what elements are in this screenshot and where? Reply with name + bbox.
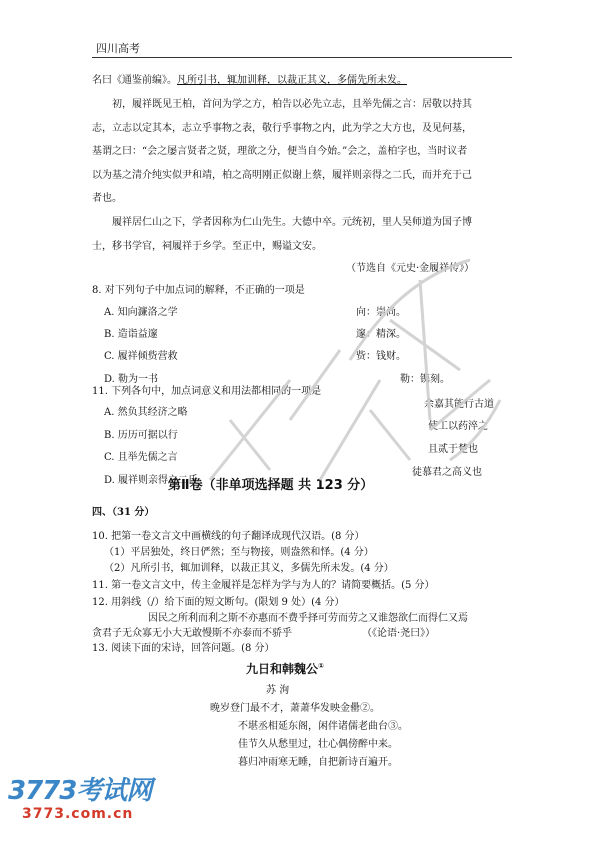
poem-title: 九日和韩魏公①: [246, 662, 324, 676]
question-13-stem: 13. 阅读下面的宋诗，回答问题。(8 分）: [92, 643, 275, 654]
passage-title-ref: 名曰《通鉴前编》。: [92, 75, 177, 86]
watermark-stamp: [170, 220, 510, 540]
header-divider: [92, 57, 512, 58]
underlined-sentence: 凡所引书，辄加训释，以裁正其义，多儒先所未发。: [177, 75, 407, 86]
passage-p2-line4: 以为基之清介纯实似尹和靖，柏之高明刚正似谢上蔡，履祥则亲得之二氏，而并充于己: [92, 170, 472, 181]
question-12-stem: 12. 用斜线（/）给下面的短文断句。(限划 9 处）(4 分）: [92, 597, 345, 608]
q8-option-a: A. 知向濂洛之学: [104, 307, 178, 318]
q11-option-b-compare: 使工以药淬之: [428, 421, 488, 432]
q11-option-c: C. 且举先儒之言: [104, 452, 178, 463]
question-12-text-line1: 因民之所利而利之斯不亦惠而不费乎择可劳而劳之又谁怨欲仁而得仁又焉: [148, 613, 468, 624]
passage-p2-line3: 基谓之曰：“会之屡言贤者之贤，理欲之分，便当自今始。”会之，盖柏字也，当时议者: [92, 146, 468, 157]
q8-option-d-gloss: 勒：镌刻。: [400, 374, 450, 385]
passage-p2-line2: 志，立志以定其本，志立乎事物之表，敬行乎事物之内，此为学之大方也，及见何基，: [92, 123, 472, 134]
q8-option-b: B. 造诣益邃: [104, 329, 158, 340]
passage-line-1: [92, 74, 407, 88]
q8-option-c-gloss: 赀：钱财。: [356, 351, 406, 362]
logo-main-text: 3773考试网: [8, 776, 152, 806]
poem-line-1: 晚岁登门最不才，萧萧华发映金罍②。: [210, 703, 380, 714]
q11-option-a: A. 然负其经济之略: [104, 407, 188, 418]
question-10-stem: 10. 把第一卷文言文中画横线的句子翻译成现代汉语。(8 分）: [92, 531, 365, 542]
passage-p3-line1: 履祥居仁山之下，学者因称为仁山先生。大德中卒。元统初，里人吴师道为国子博: [112, 217, 472, 228]
poem-author: 苏 洵: [266, 685, 290, 696]
q8-option-c: C. 履祥倾赀营救: [104, 351, 178, 362]
q11-option-d: D. 履祥则亲得之二氏: [104, 475, 199, 486]
question-12-text-line2: 贪君子无众寡无小大无敢慢斯不亦泰而不骄乎: [92, 628, 292, 639]
site-logo: [8, 770, 168, 830]
q8-option-d: D. 勒为一书: [104, 374, 159, 385]
question-11-stem: 11. 下列各句中，加点词意义和用法都相同的一项是: [92, 386, 322, 397]
q11-option-d-compare: 徒慕君之高义也: [412, 467, 482, 478]
q8-option-a-gloss: 向：崇尚。: [356, 307, 406, 318]
question-10-item-2: （2）凡所引书，辄加训释，以裁正其义，多儒先所未发。(4 分）: [104, 563, 394, 574]
part-4-heading: 四、（31 分）: [92, 507, 155, 518]
poem-line-4: 暮归冲雨寒无睡，自把新诗百遍开。: [238, 757, 398, 768]
logo-url-text: 3773.com.cn: [22, 806, 134, 822]
section-2-title: 第Ⅱ卷（非单项选择题 共 123 分）: [168, 478, 374, 493]
q11-option-a-compare: 余嘉其能行古道: [424, 399, 494, 410]
question-11-part2-stem: 11. 第一卷文言文中，传主金履祥是怎样为学与为人的？请简要概括。(5 分）: [92, 580, 435, 591]
question-12-source: （《论语·尧曰》）: [362, 628, 436, 639]
q8-option-b-gloss: 邃：精深。: [356, 329, 406, 340]
passage-p2-line1: 初，履祥既见王柏，首问为学之方，柏告以必先立志，且举先儒之言：居敬以持其: [112, 99, 472, 110]
passage-p3-line2: 士，移书学官，祠履祥于乡学。至正中，赐谥文安。: [92, 241, 322, 252]
question-10-item-1: （1）平居独处，终日俨然；至与物接，则盎然和怿。(4 分）: [104, 547, 374, 558]
question-8-stem: 8. 对下列句子中加点词的解释，不正确的一项是: [92, 285, 305, 296]
q11-option-c-compare: 且贰于楚也: [428, 444, 478, 455]
q11-option-b: B. 历历可据以行: [104, 430, 178, 441]
passage-p2-line5: 者也。: [92, 193, 122, 204]
poem-line-2: 不堪丞相延东阁，闲伴诸儒老曲台③。: [238, 721, 408, 732]
passage-source: （节选自《元史·金履祥传》）: [346, 263, 475, 274]
page-header-title: 四川高考: [96, 42, 140, 55]
poem-line-3: 佳节久从愁里过，壮心偶傍醉中来。: [238, 739, 398, 750]
